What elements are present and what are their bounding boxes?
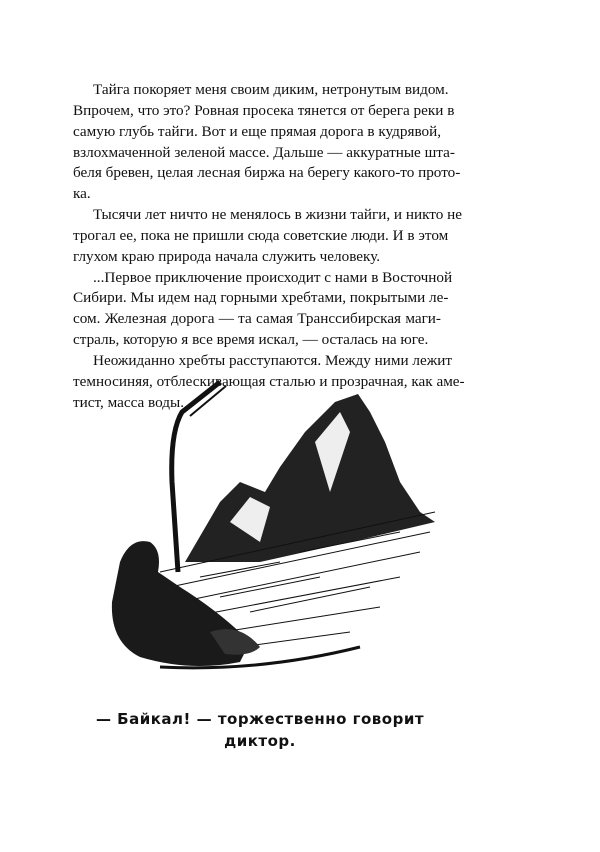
text-line: Тысячи лет ничто не менялось в жизни тайги, и никто не [93, 206, 462, 224]
body-text [73, 80, 465, 414]
text-line: сом. Железная дорога — та самая Транссибирская маги- [73, 310, 441, 328]
mountains [185, 394, 435, 562]
text-line: Сибири. Мы идем над горными хребтами, покрытыми ле- [73, 289, 449, 307]
text-line: ка. [73, 185, 91, 203]
text-line: Впрочем, что это? Ровная просека тянется от берега реки в [73, 101, 455, 119]
text-line: тист, масса воды. [73, 393, 184, 411]
text-line: Неожиданно хребты расступаются. Между ними лежит [93, 351, 452, 369]
text-line: беля бревен, целая лесная биржа на берегу какого-то прото- [73, 164, 461, 182]
text-line: самую глубь тайги. Вот и еще прямая дорога в кудрявой, [73, 122, 442, 140]
text-line: Тайга покоряет меня своим диким, нетронутым видом. [93, 81, 449, 98]
text-line: взлохмаченной зеленой массе. Дальше — аккуратные шта- [73, 143, 455, 161]
caption-line-1: — Байкал! — торжественно говорит [95, 710, 425, 728]
illustration-baikal-cockpit [100, 372, 445, 692]
text-line: темносиняя, отблескивающая сталью и прозрачная, как аме- [73, 372, 465, 390]
caption-line-2: диктор. [224, 732, 296, 750]
illustration-caption [80, 708, 440, 752]
text-line: трогал ее, пока не пришли сюда советские люди. И в этом [73, 226, 449, 244]
text-line: ...Первое приключение происходит с нами в Восточной [93, 268, 453, 286]
text-line: глухом краю природа начала служить человеку. [73, 247, 381, 265]
text-line: страль, которую я все время искал, — осталась на юге. [73, 331, 429, 349]
